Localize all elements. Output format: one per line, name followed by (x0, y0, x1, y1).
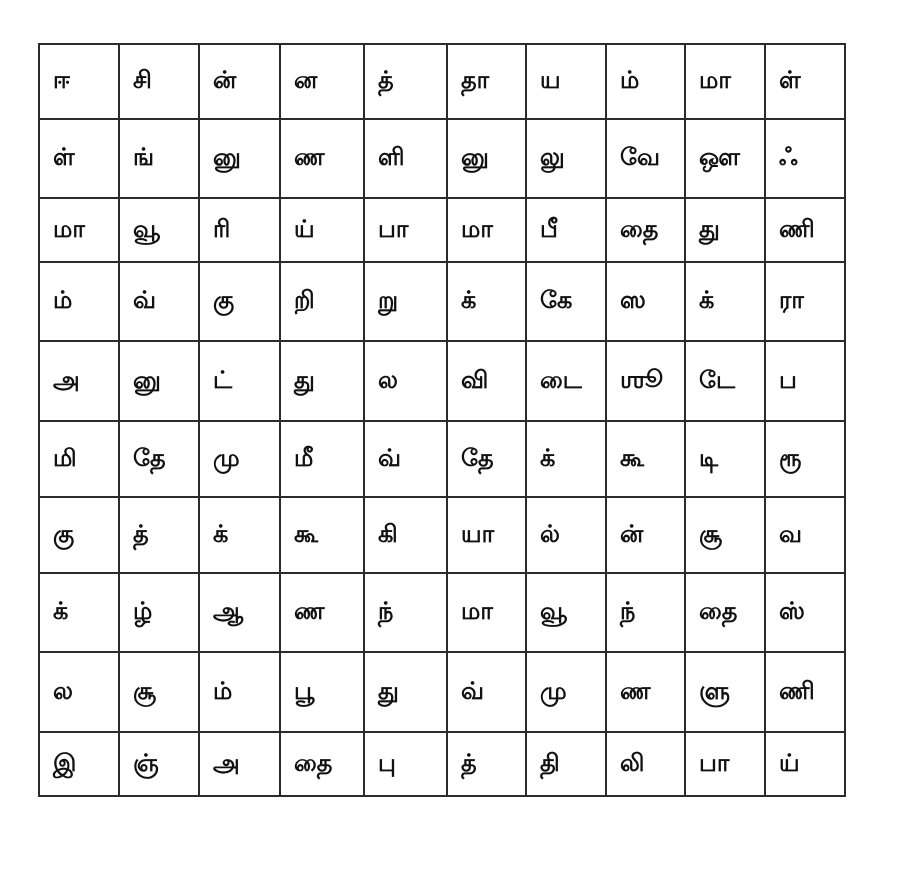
grid-cell: து (685, 198, 765, 262)
grid-cell: லி (606, 732, 685, 796)
grid-cell: கி (364, 497, 447, 573)
grid-cell: ஞ் (119, 732, 199, 796)
grid-cell: ண (280, 119, 364, 198)
grid-cell: ட் (199, 341, 280, 421)
grid-cell: னு (199, 119, 280, 198)
grid-cell: ள் (39, 119, 119, 198)
grid-cell: ளி (364, 119, 447, 198)
grid-cell: கு (39, 497, 119, 573)
grid-cell: அ (199, 732, 280, 796)
grid-cell: ல் (526, 497, 606, 573)
grid-cell: வே (606, 119, 685, 198)
grid-row (39, 341, 845, 421)
word-search-grid (38, 43, 846, 797)
grid-cell: ஸ் (765, 573, 845, 652)
grid-cell: யா (447, 497, 526, 573)
grid-cell: க் (199, 497, 280, 573)
grid-cell: னு (119, 341, 199, 421)
grid-cell: ஆ (199, 573, 280, 652)
letter-table (38, 43, 846, 797)
grid-cell: வ் (119, 262, 199, 341)
grid-cell: ஸ (606, 262, 685, 341)
grid-cell: வ் (364, 421, 447, 497)
grid-cell: னு (447, 119, 526, 198)
grid-cell: தி (526, 732, 606, 796)
grid-cell: இ (39, 732, 119, 796)
grid-cell: மா (447, 573, 526, 652)
grid-row (39, 573, 845, 652)
grid-cell: த் (447, 732, 526, 796)
grid-cell: டை (526, 341, 606, 421)
grid-cell: டி (685, 421, 765, 497)
grid-cell: ளு (685, 652, 765, 732)
grid-cell: பு (364, 732, 447, 796)
grid-row (39, 119, 845, 198)
grid-cell: மா (39, 198, 119, 262)
grid-cell: ண (280, 573, 364, 652)
grid-cell: மீ (280, 421, 364, 497)
grid-cell: ஈ (39, 44, 119, 119)
grid-cell: தை (685, 573, 765, 652)
grid-cell: ரா (765, 262, 845, 341)
grid-cell: தை (606, 198, 685, 262)
grid-cell: து (364, 652, 447, 732)
grid-row (39, 44, 845, 119)
grid-cell: ழ் (119, 573, 199, 652)
grid-cell: ல (39, 652, 119, 732)
grid-cell: வ் (447, 652, 526, 732)
grid-cell: ப (765, 341, 845, 421)
grid-cell: து (280, 341, 364, 421)
grid-cell: கு (199, 262, 280, 341)
grid-cell: வ (765, 497, 845, 573)
grid-cell: தா (447, 44, 526, 119)
grid-cell: ள் (765, 44, 845, 119)
grid-cell: ம் (39, 262, 119, 341)
grid-cell: ம் (199, 652, 280, 732)
grid-cell: கே (526, 262, 606, 341)
grid-cell: பா (364, 198, 447, 262)
grid-cell: ம் (606, 44, 685, 119)
grid-cell: த் (119, 497, 199, 573)
grid-row (39, 198, 845, 262)
grid-cell: க் (685, 262, 765, 341)
grid-cell: டே (685, 341, 765, 421)
grid-cell: சூ (119, 652, 199, 732)
grid-cell: லு (526, 119, 606, 198)
grid-cell: ந் (364, 573, 447, 652)
grid-cell: வூ (119, 198, 199, 262)
grid-cell: கூ (280, 497, 364, 573)
grid-cell: தே (447, 421, 526, 497)
grid-cell: மா (685, 44, 765, 119)
grid-cell: ரூ (765, 421, 845, 497)
grid-cell: பீ (526, 198, 606, 262)
grid-cell: ஶூ (606, 341, 685, 421)
grid-cell: மி (39, 421, 119, 497)
grid-row (39, 421, 845, 497)
grid-cell: ல (364, 341, 447, 421)
grid-cell: ண (606, 652, 685, 732)
grid-cell: வி (447, 341, 526, 421)
grid-cell: வூ (526, 573, 606, 652)
grid-cell: றி (280, 262, 364, 341)
grid-cell: ஃ (765, 119, 845, 198)
grid-cell: க் (447, 262, 526, 341)
grid-cell: ணி (765, 198, 845, 262)
grid-cell: சூ (685, 497, 765, 573)
grid-cell: ய் (765, 732, 845, 796)
grid-cell: ன் (199, 44, 280, 119)
grid-cell: ணி (765, 652, 845, 732)
grid-cell: ன (280, 44, 364, 119)
grid-cell: தை (280, 732, 364, 796)
grid-cell: ய (526, 44, 606, 119)
grid-row (39, 652, 845, 732)
grid-cell: க் (39, 573, 119, 652)
grid-cell: று (364, 262, 447, 341)
grid-cell: மு (526, 652, 606, 732)
grid-cell: மு (199, 421, 280, 497)
grid-cell: கூ (606, 421, 685, 497)
grid-cell: பூ (280, 652, 364, 732)
grid-cell: ரி (199, 198, 280, 262)
grid-cell: சி (119, 44, 199, 119)
grid-cell: ஔ (685, 119, 765, 198)
grid-cell: த் (364, 44, 447, 119)
grid-row (39, 262, 845, 341)
grid-cell: அ (39, 341, 119, 421)
grid-cell: ந் (606, 573, 685, 652)
grid-cell: தே (119, 421, 199, 497)
grid-row (39, 732, 845, 796)
grid-cell: ன் (606, 497, 685, 573)
grid-cell: க் (526, 421, 606, 497)
grid-cell: ங் (119, 119, 199, 198)
grid-cell: பா (685, 732, 765, 796)
grid-cell: ய் (280, 198, 364, 262)
grid-row (39, 497, 845, 573)
grid-cell: மா (447, 198, 526, 262)
